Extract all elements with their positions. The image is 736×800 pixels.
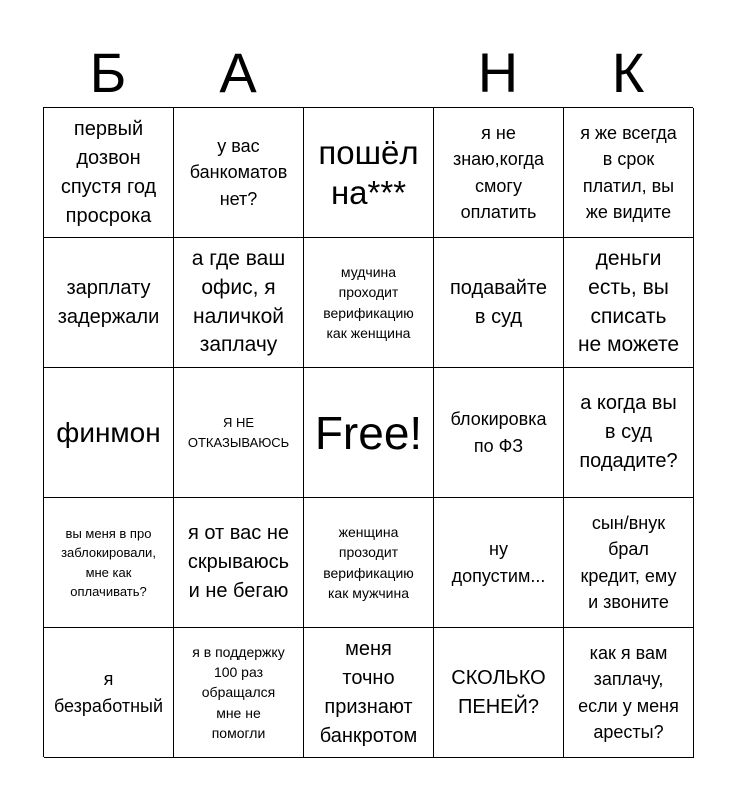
bingo-cell[interactable] <box>304 238 434 368</box>
bingo-cell[interactable] <box>304 498 434 628</box>
cell-text: блокировка по ФЗ <box>450 409 547 456</box>
bingo-header <box>43 40 693 106</box>
bingo-cell[interactable] <box>174 498 304 628</box>
cell-text: сын/внук брал кредит, ему и звоните <box>580 513 677 612</box>
bingo-cell[interactable] <box>174 628 304 758</box>
bingo-cell[interactable] <box>174 368 304 498</box>
cell-text: а где ваш офис, я наличкой заплачу <box>191 246 286 357</box>
bingo-cell[interactable] <box>44 238 174 368</box>
header-letter-blank <box>303 40 433 106</box>
cell-text: Free! <box>314 406 423 459</box>
cell-text: я от вас не скрываюсь и не бегаю <box>187 522 290 602</box>
cell-text: зарплату задержали <box>57 276 160 328</box>
cell-text: пошёл на*** <box>318 133 419 211</box>
bingo-cell[interactable] <box>564 108 694 238</box>
bingo-cell[interactable] <box>304 108 434 238</box>
header-letter-k: К <box>611 41 645 104</box>
cell-text: меня точно признают банкротом <box>319 637 418 747</box>
bingo-cell[interactable] <box>174 108 304 238</box>
header-letter-n: Н <box>477 41 519 104</box>
cell-text: СКОЛЬКО ПЕНЕЙ? <box>451 666 546 718</box>
bingo-cell[interactable] <box>564 498 694 628</box>
bingo-cell[interactable] <box>44 108 174 238</box>
bingo-cell[interactable] <box>44 368 174 498</box>
bingo-cell[interactable] <box>564 628 694 758</box>
bingo-cell[interactable] <box>434 628 564 758</box>
cell-text: деньги есть, вы списать не можете <box>577 246 680 357</box>
cell-text: я в поддержку 100 раз обращался мне не помогли <box>192 643 285 741</box>
bingo-cell[interactable] <box>434 368 564 498</box>
bingo-cell[interactable] <box>564 368 694 498</box>
cell-text: финмон <box>56 417 161 448</box>
bingo-cell[interactable] <box>434 108 564 238</box>
header-letter-a: А <box>219 41 257 104</box>
cell-text: мудчина проходит верификацию как женщина <box>323 263 414 341</box>
cell-text: ну допустим... <box>451 539 546 586</box>
bingo-cell[interactable] <box>44 498 174 628</box>
cell-text: подавайте в суд <box>449 276 548 328</box>
cell-text: как я вам заплачу, если у меня аресты? <box>578 643 679 742</box>
bingo-cell[interactable] <box>434 238 564 368</box>
free-space[interactable] <box>304 368 434 498</box>
bingo-cell[interactable] <box>174 238 304 368</box>
bingo-grid <box>43 107 693 757</box>
cell-text: у вас банкоматов нет? <box>189 136 288 209</box>
cell-text: я не знаю,когда смогу оплатить <box>452 123 545 222</box>
cell-text: вы меня в про заблокировали, мне как оплачивать? <box>61 525 156 599</box>
cell-text: первый дозвон спустя год просрока <box>60 117 157 227</box>
bingo-cell[interactable] <box>434 498 564 628</box>
bingo-cell[interactable] <box>44 628 174 758</box>
cell-text: Я НЕ ОТКАЗЫВАЮСЬ <box>187 415 290 450</box>
cell-text: а когда вы в суд подадите? <box>579 392 678 472</box>
cell-text: женщина прозодит верификацию как мужчина <box>323 523 414 601</box>
cell-text: я безработный <box>53 669 164 716</box>
bingo-cell[interactable] <box>304 628 434 758</box>
bingo-cell[interactable] <box>564 238 694 368</box>
cell-text: я же всегда в срок платил, вы же видите <box>580 123 677 222</box>
header-letter-b: Б <box>89 41 127 104</box>
